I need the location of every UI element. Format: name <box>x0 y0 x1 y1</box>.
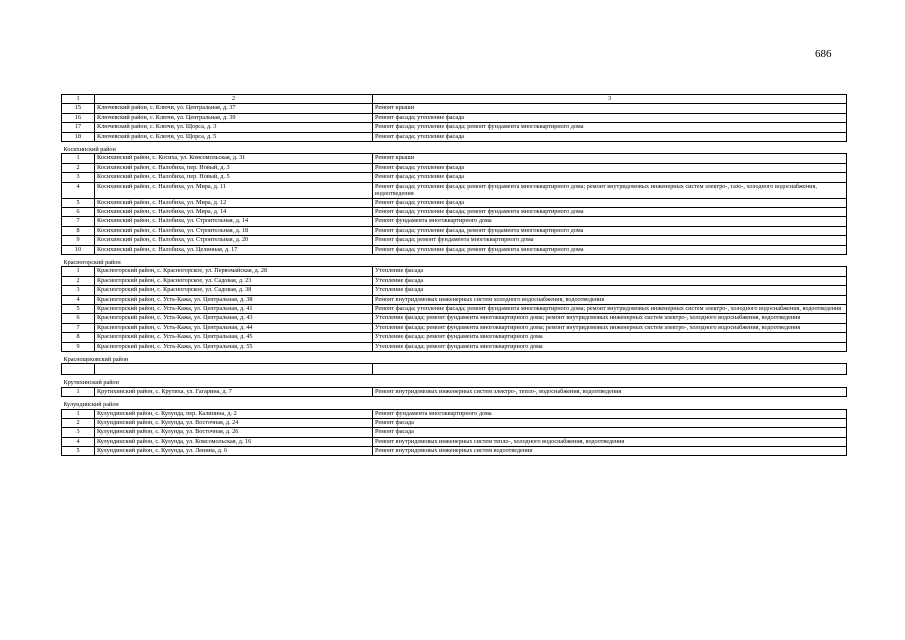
number-cell: 7 <box>62 323 95 332</box>
table-row <box>62 295 847 304</box>
table-row <box>62 226 847 235</box>
number-cell: 4 <box>62 295 95 304</box>
work-cell: Ремонт внутридомовых инженерных систем водоотведения <box>373 447 847 456</box>
number-cell: 7 <box>62 217 95 226</box>
address-cell: Красногорский район, с. Усть-Кажа, ул. Центральная, д. 55 <box>95 342 373 351</box>
work-cell: Ремонт внутридомовых инженерных систем тепло-, холодного водоснабжения, водоотведения <box>373 437 847 446</box>
work-cell: Ремонт фасада; утепление фасада, ремонт фундамента многоквартирного дома <box>373 226 847 235</box>
section-title: Кулундинский район <box>62 397 847 409</box>
work-cell: Утепление фасада <box>373 267 847 276</box>
table-row <box>62 418 847 427</box>
table-row <box>62 276 847 285</box>
work-cell: Утепление фасада; ремонт фундамента многоквартирного дома; ремонт внутридомовых инженерных систем электро-, холодного водоснабжения, водоотведения <box>373 323 847 332</box>
number-cell: 8 <box>62 333 95 342</box>
table-row <box>62 123 847 132</box>
section-header-row <box>62 141 847 153</box>
table-row <box>62 154 847 163</box>
work-cell: Ремонт фасада <box>373 418 847 427</box>
address-cell: Кулундинский район, с. Кулунда, ул. Комсомольская, д. 16 <box>95 437 373 446</box>
work-cell: Ремонт фасада; утепление фасада <box>373 132 847 141</box>
work-cell: Ремонт крыши <box>373 104 847 113</box>
table-row <box>62 409 847 418</box>
number-cell: 1 <box>62 267 95 276</box>
address-cell: Красногорский район, с. Красногорское, ул. Садовая, д. 38 <box>95 286 373 295</box>
work-cell: Утепление фасада <box>373 286 847 295</box>
table-row-empty <box>62 364 847 375</box>
work-cell: Ремонт фасада; ремонт фундамента многоквартирного дома <box>373 236 847 245</box>
table-header-row <box>62 95 847 104</box>
work-cell: Ремонт фасада; утепление фасада <box>373 113 847 122</box>
table-row <box>62 342 847 351</box>
number-cell: 8 <box>62 226 95 235</box>
table-row <box>62 217 847 226</box>
number-cell: 3 <box>62 428 95 437</box>
number-cell: 5 <box>62 447 95 456</box>
address-cell: Крутихинский район, с. Крутиха, ул. Гагарина, д. 7 <box>95 387 373 396</box>
work-cell: Ремонт фундамента многоквартирного дома <box>373 409 847 418</box>
table-row <box>62 245 847 254</box>
number-cell: 4 <box>62 437 95 446</box>
work-cell: Ремонт фундамента многоквартирного дома <box>373 217 847 226</box>
work-cell: Ремонт фасада; утепление фасада; ремонт фундамента многоквартирного дома <box>373 123 847 132</box>
address-cell: Красногорский район, с. Усть-Кажа, ул. Центральная, д. 41 <box>95 305 373 314</box>
section-header-row <box>62 255 847 267</box>
table-row <box>62 182 847 198</box>
address-cell: Красногорский район, с. Усть-Кажа, ул. Центральная, д. 43 <box>95 314 373 323</box>
address-cell <box>95 364 373 375</box>
work-cell: Утепление фасада; ремонт фундамента многоквартирного дома <box>373 342 847 351</box>
address-cell: Косихинский район, с. Налобиха, ул. Строительная, д. 14 <box>95 217 373 226</box>
work-cell: Ремонт фасада; утепление фасада <box>373 198 847 207</box>
number-cell <box>62 364 95 375</box>
table-row <box>62 163 847 172</box>
address-cell: Кулундинский район, с. Кулунда, ул. Восточная, д. 26 <box>95 428 373 437</box>
page-number: 686 <box>815 48 832 60</box>
number-cell: 2 <box>62 418 95 427</box>
table-row <box>62 208 847 217</box>
table-row <box>62 267 847 276</box>
header-cell-address: 2 <box>95 95 373 104</box>
address-cell: Красногорский район, с. Красногорское, ул. Садовая, д. 23 <box>95 276 373 285</box>
work-cell: Ремонт фасада; утепление фасада; ремонт фундамента многоквартирного дома <box>373 245 847 254</box>
table-row <box>62 387 847 396</box>
number-cell: 6 <box>62 314 95 323</box>
section-header-row <box>62 397 847 409</box>
address-cell: Косихинский район, с. Налобиха, пер. Новый, д. 5 <box>95 173 373 182</box>
work-cell: Ремонт внутридомовых инженерных систем холодного водоснабжения, водоотведения <box>373 295 847 304</box>
address-cell: Косихинский район, с. Налобиха, ул. Строительная, д. 20 <box>95 236 373 245</box>
work-cell: Ремонт фасада <box>373 428 847 437</box>
work-cell: Утепление фасада; ремонт фундамента многоквартирного дома <box>373 333 847 342</box>
header-cell-number: 1 <box>62 95 95 104</box>
table-row <box>62 305 847 314</box>
number-cell: 1 <box>62 387 95 396</box>
address-cell: Косихинский район, с. Налобиха, ул. Целинная, д. 17 <box>95 245 373 254</box>
number-cell: 3 <box>62 173 95 182</box>
address-cell: Косихинский район, с. Налобиха, ул. Мира, д. 11 <box>95 182 373 198</box>
number-cell: 10 <box>62 245 95 254</box>
number-cell: 1 <box>62 409 95 418</box>
section-title: Краснощековский район <box>62 351 847 363</box>
table-row <box>62 173 847 182</box>
address-cell: Красногорский район, с. Усть-Кажа, ул. Центральная, д. 38 <box>95 295 373 304</box>
address-cell: Ключевский район, с. Ключи, ул. Щорса, д. 3 <box>95 123 373 132</box>
number-cell: 2 <box>62 163 95 172</box>
address-cell: Косихинский район, с. Налобиха, ул. Строительная, д. 18 <box>95 226 373 235</box>
table-row <box>62 104 847 113</box>
work-cell: Утепление фасада <box>373 276 847 285</box>
table-row <box>62 314 847 323</box>
table-body <box>62 95 847 456</box>
address-cell: Косихинский район, с. Налобиха, пер. Новый, д. 3 <box>95 163 373 172</box>
number-cell: 5 <box>62 198 95 207</box>
number-cell: 9 <box>62 342 95 351</box>
table-row <box>62 323 847 332</box>
work-cell: Ремонт фасада; утепление фасада; ремонт фундамента многоквартирного дома; ремонт внутридомовых инженерных систем электро-, холодного водоснабжения, водоотведения <box>373 305 847 314</box>
number-cell: 18 <box>62 132 95 141</box>
address-cell: Кулундинский район, с. Кулунда, ул. Восточная, д. 24 <box>95 418 373 427</box>
table-row <box>62 236 847 245</box>
address-cell: Красногорский район, с. Красногорское, ул. Первомайская, д. 28 <box>95 267 373 276</box>
number-cell: 16 <box>62 113 95 122</box>
address-cell: Красногорский район, с. Усть-Кажа, ул. Центральная, д. 45 <box>95 333 373 342</box>
address-cell: Ключевский район, с. Ключи, ул. Щорса, д. 5 <box>95 132 373 141</box>
section-title: Косихинский район <box>62 141 847 153</box>
work-cell: Утепление фасада; ремонт фундамента многоквартирного дома; ремонт внутридомовых инженерных систем электро-, холодного водоснабжения, водоотведения <box>373 314 847 323</box>
section-title: Красногорский район <box>62 255 847 267</box>
section-header-row <box>62 351 847 363</box>
section-title: Крутихинский район <box>62 375 847 387</box>
table-row <box>62 113 847 122</box>
number-cell: 15 <box>62 104 95 113</box>
work-cell: Ремонт крыши <box>373 154 847 163</box>
number-cell: 5 <box>62 305 95 314</box>
table-row <box>62 286 847 295</box>
table-row <box>62 437 847 446</box>
address-cell: Красногорский район, с. Усть-Кажа, ул. Центральная, д. 44 <box>95 323 373 332</box>
work-cell: Ремонт внутридомовых инженерных систем электро-, тепло-, водоснабжения, водоотведения <box>373 387 847 396</box>
address-cell: Ключевский район, с. Ключи, ул. Центральная, д. 37 <box>95 104 373 113</box>
number-cell: 6 <box>62 208 95 217</box>
number-cell: 2 <box>62 276 95 285</box>
section-header-row <box>62 375 847 387</box>
number-cell: 1 <box>62 154 95 163</box>
work-cell: Ремонт фасада; утепление фасада; ремонт фундамента многоквартирного дома <box>373 208 847 217</box>
table-row <box>62 333 847 342</box>
number-cell: 9 <box>62 236 95 245</box>
table-row <box>62 447 847 456</box>
number-cell: 17 <box>62 123 95 132</box>
table-row <box>62 428 847 437</box>
table-row <box>62 198 847 207</box>
work-cell <box>373 364 847 375</box>
number-cell: 4 <box>62 182 95 198</box>
header-cell-work: 3 <box>373 95 847 104</box>
work-cell: Ремонт фасада; утепление фасада <box>373 163 847 172</box>
address-cell: Ключевский район, с. Ключи, ул. Центральная, д. 39 <box>95 113 373 122</box>
number-cell: 3 <box>62 286 95 295</box>
repair-schedule-table <box>61 94 847 456</box>
work-cell: Ремонт фасада; утепление фасада; ремонт фундамента многоквартирного дома; ремонт внутридомовых инженерных систем электро-, газо-, холодного водоснабжения, водоотведения <box>373 182 847 198</box>
address-cell: Косихинский район, с. Косиха, ул. Комсомольская, д. 31 <box>95 154 373 163</box>
work-cell: Ремонт фасада; утепление фасада <box>373 173 847 182</box>
address-cell: Кулундинский район, с. Кулунда, ул. Ленина, д. 6 <box>95 447 373 456</box>
address-cell: Косихинский район, с. Налобиха, ул. Мира, д. 12 <box>95 198 373 207</box>
address-cell: Кулундинский район, с. Кулунда, пер. Калинина, д. 2 <box>95 409 373 418</box>
table-row <box>62 132 847 141</box>
address-cell: Косихинский район, с. Налобиха, ул. Мира, д. 14 <box>95 208 373 217</box>
